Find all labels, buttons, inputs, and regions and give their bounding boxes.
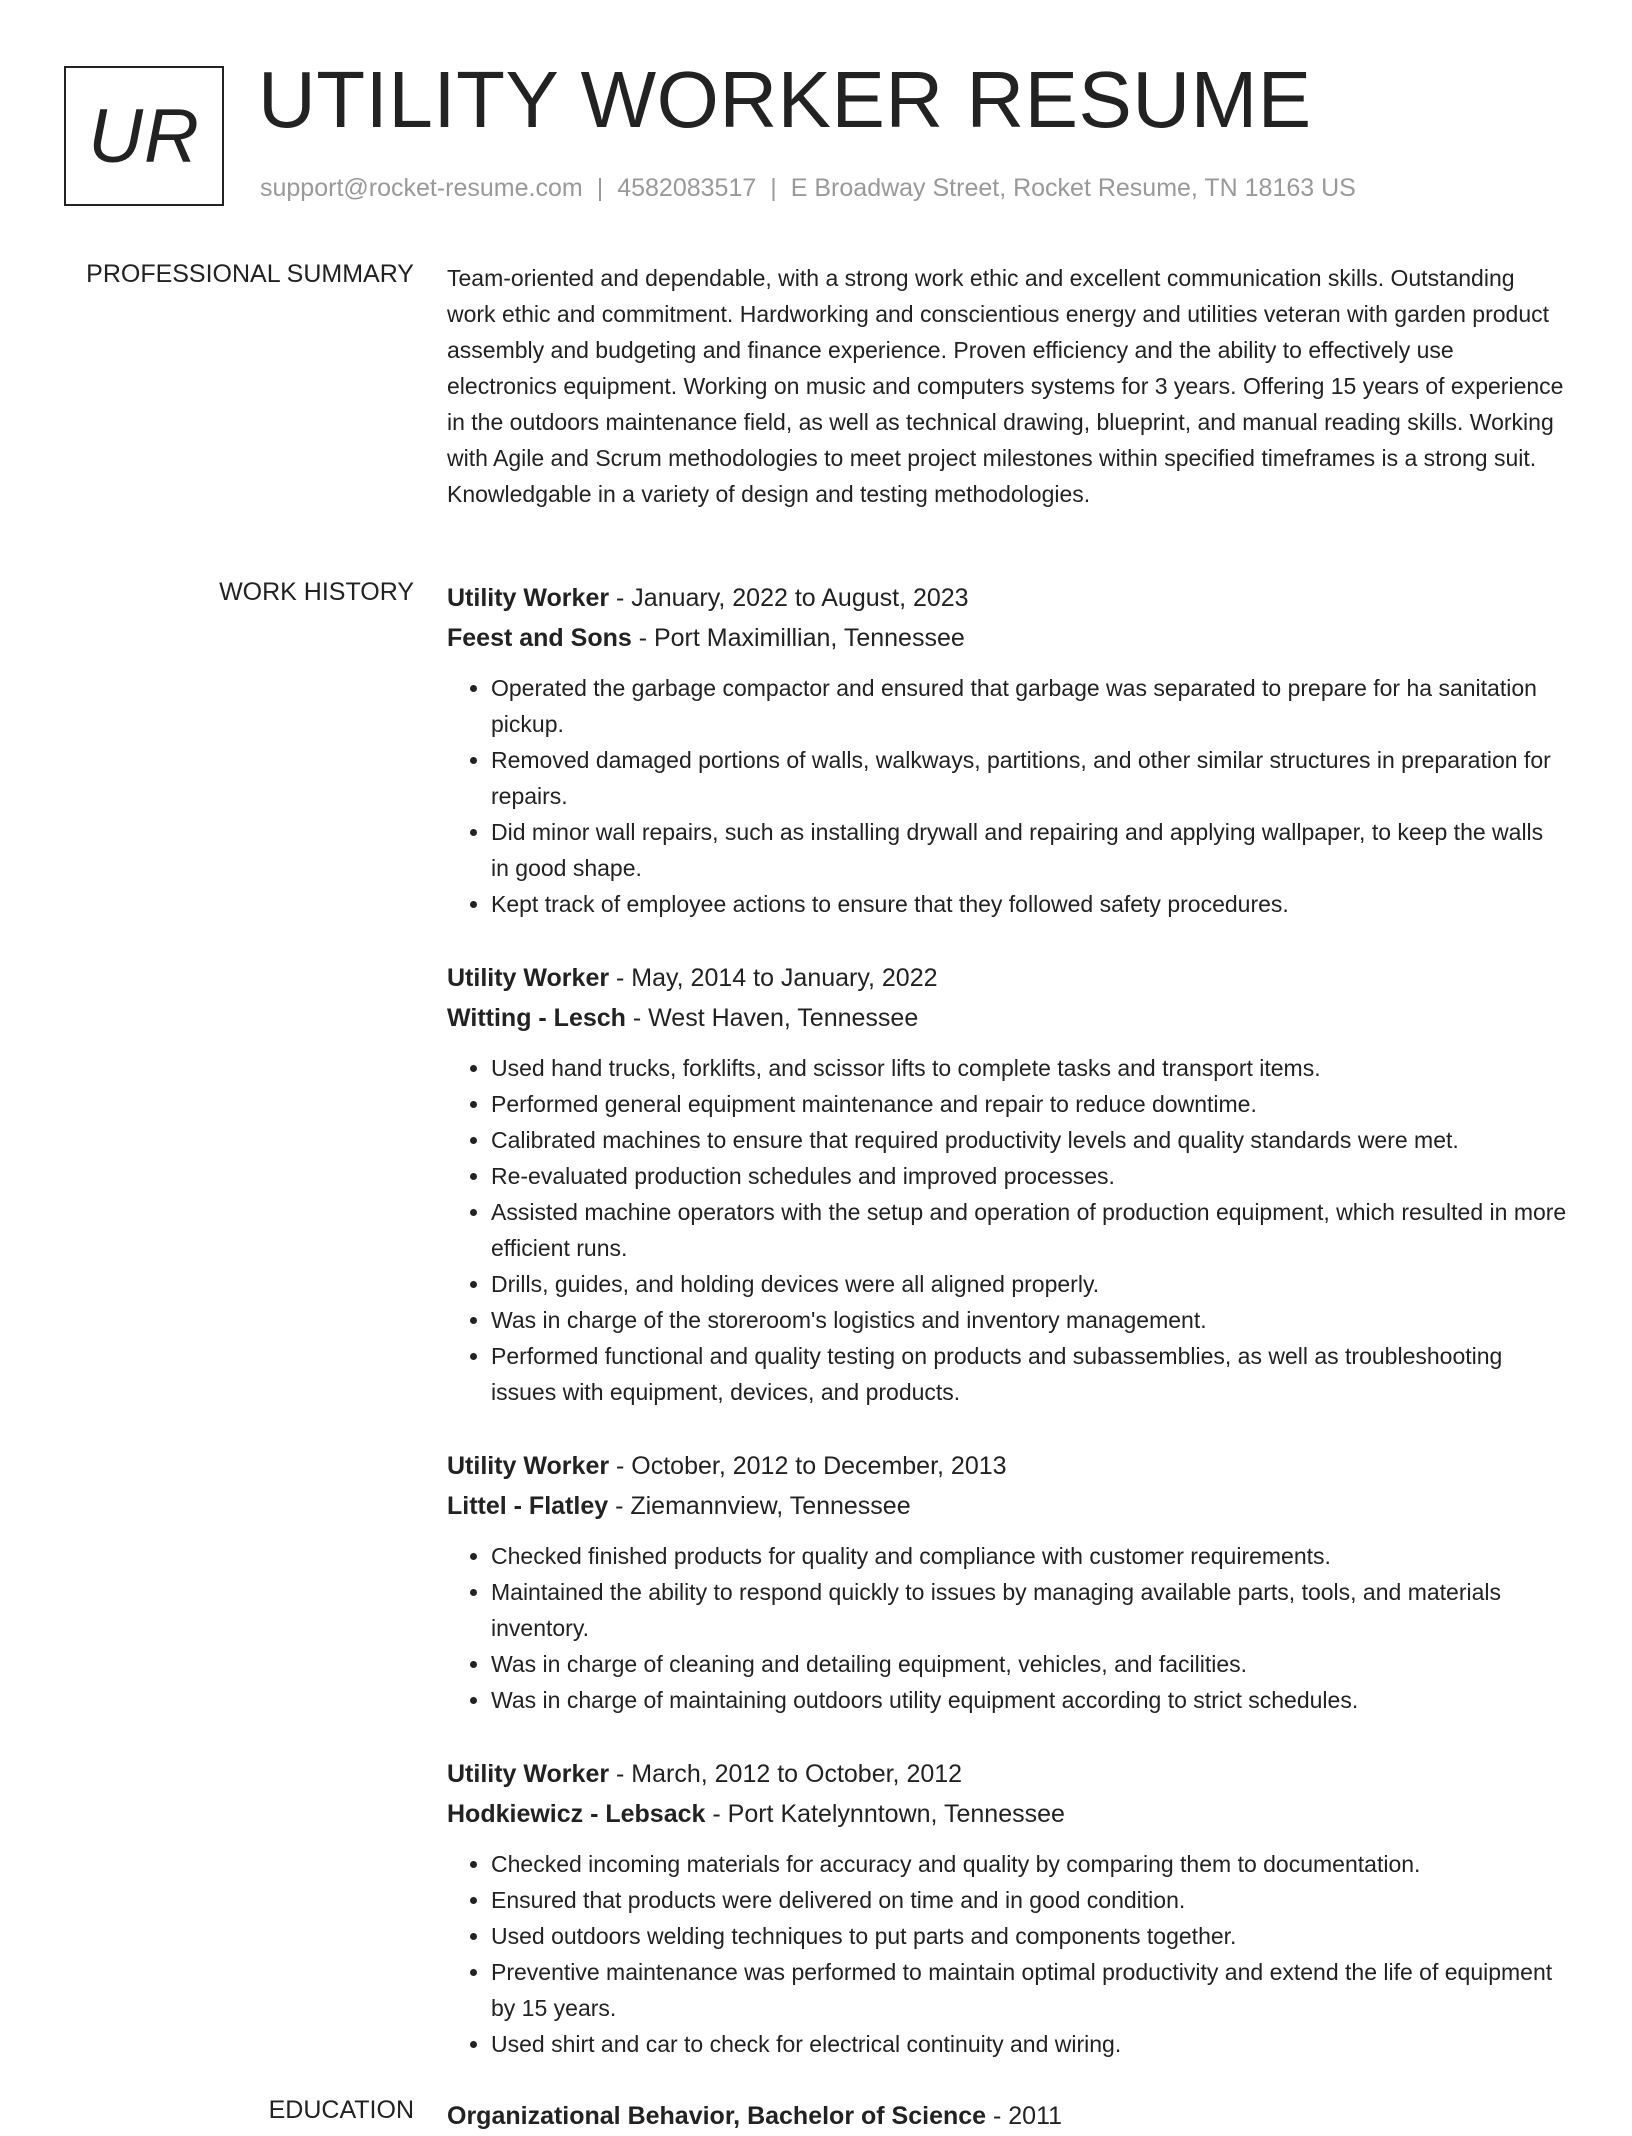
summary-text: Team-oriented and dependable, with a strong work ethic and excellent communication skills. Outstanding work ethic and commitment. Hardworking and conscientious energy and utilities veteran with garden product assembly and budgeting and finance experience. Proven efficiency and the ability to effectively use electronics equipment. Working on music and computers systems for 3 years. Offering 15 years of experience in the outdoors maintenance field, as well as technical drawing, blueprint, and manual reading skills. Working with Agile and Scrum methodologies to meet project milestones within specified timeframes is a strong suit. Knowledgable in a variety of design and testing methodologies. <box>447 265 1564 507</box>
section-label-education: EDUCATION <box>268 2096 414 2124</box>
job-title: Utility Worker <box>447 1760 610 1788</box>
job-dates: - January, 2022 to August, 2023 <box>609 584 969 612</box>
job-bullet: • Maintained the ability to respond quickly to issues by managing available parts, tools, and materials inventory. <box>491 1574 1567 1646</box>
job-entry <box>447 1754 1567 2062</box>
education-body <box>447 2096 1567 2136</box>
job-bullet-list <box>447 1050 1567 1410</box>
job-title-line <box>447 578 1567 618</box>
job-company-line <box>447 618 1567 658</box>
job-title-line <box>447 1754 1567 1794</box>
job-entry <box>447 958 1567 1410</box>
job-company: Feest and Sons <box>447 624 632 652</box>
summary-body <box>447 260 1567 512</box>
job-bullet: • Removed damaged portions of walls, walkways, partitions, and other similar structures in preparation for repairs. <box>491 742 1567 814</box>
job-bullet: • Was in charge of maintaining outdoors utility equipment according to strict schedules. <box>491 1682 1567 1718</box>
contact-separator: | <box>770 174 777 202</box>
job-bullet: • Was in charge of the storeroom's logistics and inventory management. <box>491 1302 1567 1338</box>
monogram-badge <box>64 66 224 206</box>
section-label-work-history: WORK HISTORY <box>219 578 414 606</box>
job-bullet: • Ensured that products were delivered on time and in good condition. <box>491 1882 1567 1918</box>
job-location: - Ziemannview, Tennessee <box>608 1492 911 1520</box>
job-location: - West Haven, Tennessee <box>625 1004 919 1032</box>
monogram-text: UR <box>88 93 200 179</box>
contact-address: E Broadway Street, Rocket Resume, TN 18163 US <box>790 174 1356 202</box>
job-dates: - May, 2014 to January, 2022 <box>609 964 938 992</box>
section-label-summary: PROFESSIONAL SUMMARY <box>86 260 414 288</box>
job-bullet: • Calibrated machines to ensure that required productivity levels and quality standards were met. <box>491 1122 1567 1158</box>
job-bullet-list <box>447 1538 1567 1718</box>
contact-phone[interactable]: 4582083517 <box>617 174 757 202</box>
job-location: - Port Katelynntown, Tennessee <box>705 1800 1065 1828</box>
job-title-line <box>447 1446 1567 1486</box>
job-bullet: • Drills, guides, and holding devices were all aligned properly. <box>491 1266 1567 1302</box>
job-bullet: • Preventive maintenance was performed to maintain optimal productivity and extend the life of equipment by 15 years. <box>491 1954 1567 2026</box>
job-bullet: • Used outdoors welding techniques to put parts and components together. <box>491 1918 1567 1954</box>
job-bullet: • Used hand trucks, forklifts, and scissor lifts to complete tasks and transport items. <box>491 1050 1567 1086</box>
job-entry <box>447 1446 1567 1718</box>
education-line <box>447 2096 1567 2136</box>
education-year: - 2011 <box>986 2102 1063 2130</box>
job-title-line <box>447 958 1567 998</box>
job-location: - Port Maximillian, Tennessee <box>631 624 965 652</box>
job-company-line <box>447 998 1567 1038</box>
contact-separator: | <box>596 174 604 202</box>
job-bullet: • Performed functional and quality testing on products and subassemblies, as well as troubleshooting issues with equipment, devices, and products. <box>491 1338 1567 1410</box>
job-company: Witting - Lesch <box>447 1004 626 1032</box>
job-company-line <box>447 1486 1567 1526</box>
job-bullet: • Operated the garbage compactor and ensured that garbage was separated to prepare for ha sanitation pickup. <box>491 670 1567 742</box>
job-bullet: • Was in charge of cleaning and detailing equipment, vehicles, and facilities. <box>491 1646 1567 1682</box>
job-bullet: • Kept track of employee actions to ensure that they followed safety procedures. <box>491 886 1567 922</box>
job-bullet: • Used shirt and car to check for electrical continuity and wiring. <box>491 2026 1567 2062</box>
job-company-line <box>447 1794 1567 1834</box>
education-degree: Organizational Behavior, Bachelor of Science <box>447 2102 987 2130</box>
job-bullet: • Checked incoming materials for accuracy and quality by comparing them to documentation. <box>491 1846 1567 1882</box>
job-bullet: • Re-evaluated production schedules and improved processes. <box>491 1158 1567 1194</box>
job-bullet: • Did minor wall repairs, such as installing drywall and repairing and applying wallpaper, to keep the walls in good shape. <box>491 814 1567 886</box>
job-title: Utility Worker <box>447 1452 610 1480</box>
contact-email[interactable]: support@rocket-resume.com <box>260 174 583 202</box>
job-title: Utility Worker <box>447 964 610 992</box>
job-company: Littel - Flatley <box>447 1492 609 1520</box>
job-entry <box>447 578 1567 922</box>
job-bullet-list <box>447 1846 1567 2062</box>
resume-title: UTILITY WORKER RESUME <box>258 55 1312 144</box>
job-dates: - March, 2012 to October, 2012 <box>609 1760 963 1788</box>
job-title: Utility Worker <box>447 584 610 612</box>
job-company: Hodkiewicz - Lebsack <box>447 1800 706 1828</box>
job-bullet: • Checked finished products for quality and compliance with customer requirements. <box>491 1538 1567 1574</box>
contact-line <box>260 174 1356 203</box>
job-bullet: • Assisted machine operators with the setup and operation of production equipment, which resulted in more efficient runs. <box>491 1194 1567 1266</box>
work-history-body <box>447 578 1567 2098</box>
job-bullet: • Performed general equipment maintenance and repair to reduce downtime. <box>491 1086 1567 1122</box>
job-bullet-list <box>447 670 1567 922</box>
job-dates: - October, 2012 to December, 2013 <box>609 1452 1007 1480</box>
